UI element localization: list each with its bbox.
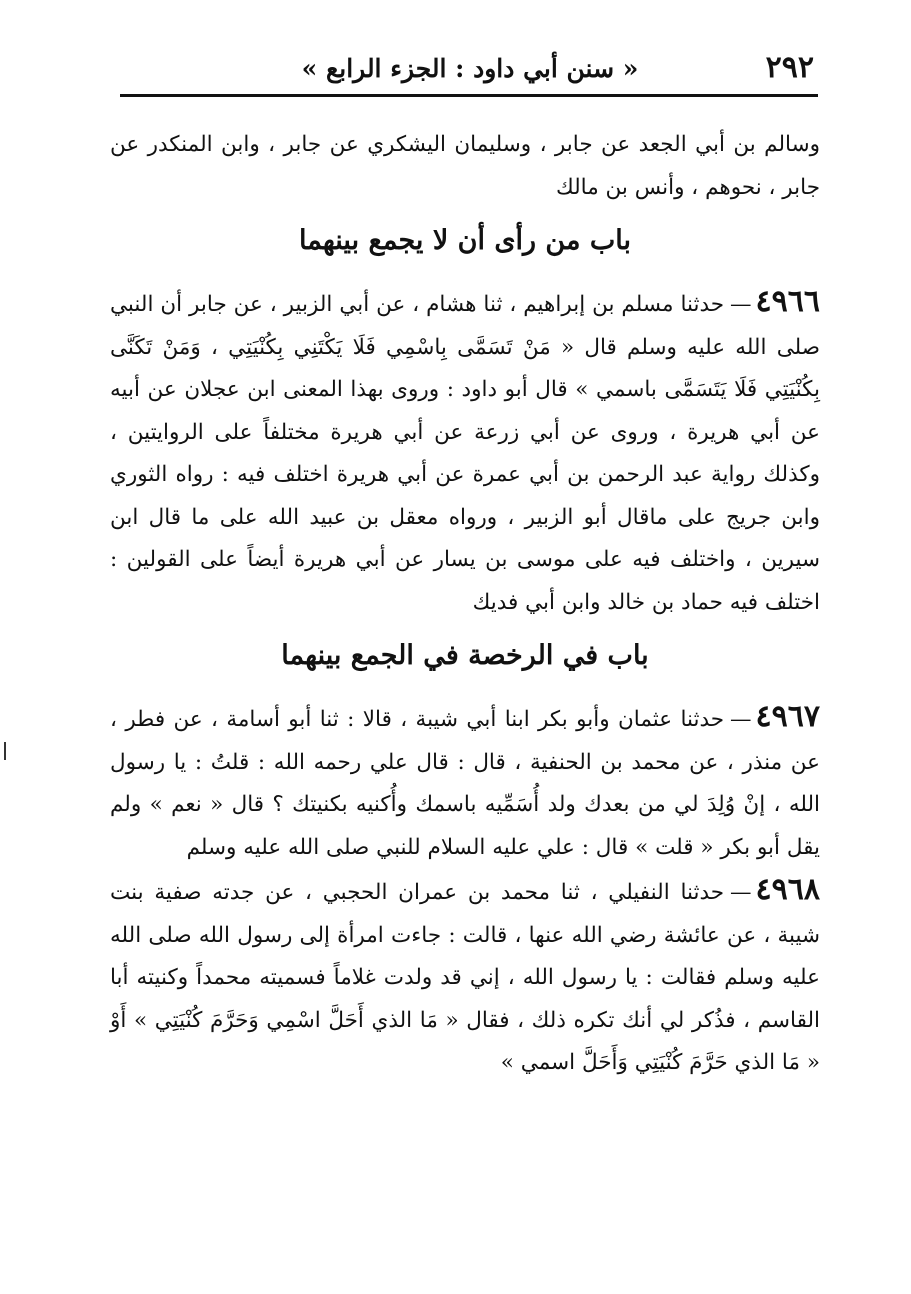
- chapter-heading-permission-combining: باب في الرخصة في الجمع بينهما: [281, 640, 649, 671]
- hadith-number: ٤٩٦٦: [755, 284, 820, 319]
- page-body: [110, 124, 820, 1085]
- hadith-number: ٤٩٦٨: [755, 872, 820, 907]
- dash-separator: —: [730, 880, 752, 905]
- chapter-heading-no-combining: باب من رأى أن لا يجمع بينهما: [299, 225, 631, 256]
- running-title: « سنن أبي داود : الجزء الرابع »: [301, 54, 639, 83]
- header-divider: [120, 94, 818, 97]
- page-header: [120, 44, 820, 90]
- hadith-text: حدثنا النفيلي ، ثنا محمد بن عمران الحجبي ، عن جدته صفية بنت شيبة ، عن عائشة رضي الله عنها ، قالت : جاءت امرأة إلى رسول الله صلى الله عليه وسلم فقالت : يا رسول الله ، إني قد ولدت غلاماً فسميته محمداً وكنيته أبا القاسم ، فذُكر لي أنك تكره ذلك ، فقال « مَا الذي أَحَلَّ اسْمِي وَحَرَّمَ كُنْيَتِي » أَوْ « مَا الذي حَرَّمَ كُنْيَتِي وَأَحَلَّ اسمي »: [110, 880, 820, 1075]
- dash-separator: —: [730, 292, 752, 317]
- page-number: ٢٩٢: [765, 50, 814, 85]
- scan-edge-mark: [4, 742, 6, 760]
- hadith-4968: [110, 869, 820, 1085]
- hadith-number: ٤٩٦٧: [755, 699, 820, 734]
- hadith-text: حدثنا مسلم بن إبراهيم ، ثنا هشام ، عن أبي الزبير ، عن جابر أن النبي صلى الله عليه وسلم قال « مَنْ تَسَمَّى بِاسْمِي فَلَا يَكْتَنِي بِكُنْيَتِي ، وَمَنْ تَكَنَّى بِكُنْيَتِي فَلَا يَتَسَمَّى باسمي » قال أبو داود : وروى بهذا المعنى ابن عجلان عن أبيه عن أبي هريرة ، وروى عن أبي زرعة عن أبي هريرة مختلفاً على الروايتين ، وكذلك رواية عبد الرحمن بن أبي عمرة عن أبي هريرة اختلف فيه : رواه الثوري وابن جريج على ماقال أبو الزبير ، ورواه معقل بن عبيد الله على ما قال ابن سيرين ، واختلف فيه على موسى بن يسار عن أبي هريرة أيضاً على القولين : اختلف فيه حماد بن خالد وابن أبي فديك: [110, 292, 820, 615]
- hadith-4966: [110, 281, 820, 624]
- hadith-text: حدثنا عثمان وأبو بكر ابنا أبي شيبة ، قالا : ثنا أبو أسامة ، عن فطر ، عن منذر ، عن محمد بن الحنفية ، قال : قال علي رحمه الله : قلتُ : يا رسول الله ، إنْ وُلِدَ لي من بعدك ولد أُسَمِّيه باسمك وأُكنيه بكنيتك ؟ قال « نعم » ولم يقل أبو بكر « قلت » قال : علي عليه السلام للنبي صلى الله عليه وسلم: [110, 707, 820, 860]
- hadith-4967: [110, 696, 820, 869]
- intro-paragraph: وسالم بن أبي الجعد عن جابر ، وسليمان اليشكري عن جابر ، وابن المنكدر عن جابر ، نحوهم ، وأنس بن مالك: [110, 132, 820, 200]
- dash-separator: —: [730, 707, 752, 732]
